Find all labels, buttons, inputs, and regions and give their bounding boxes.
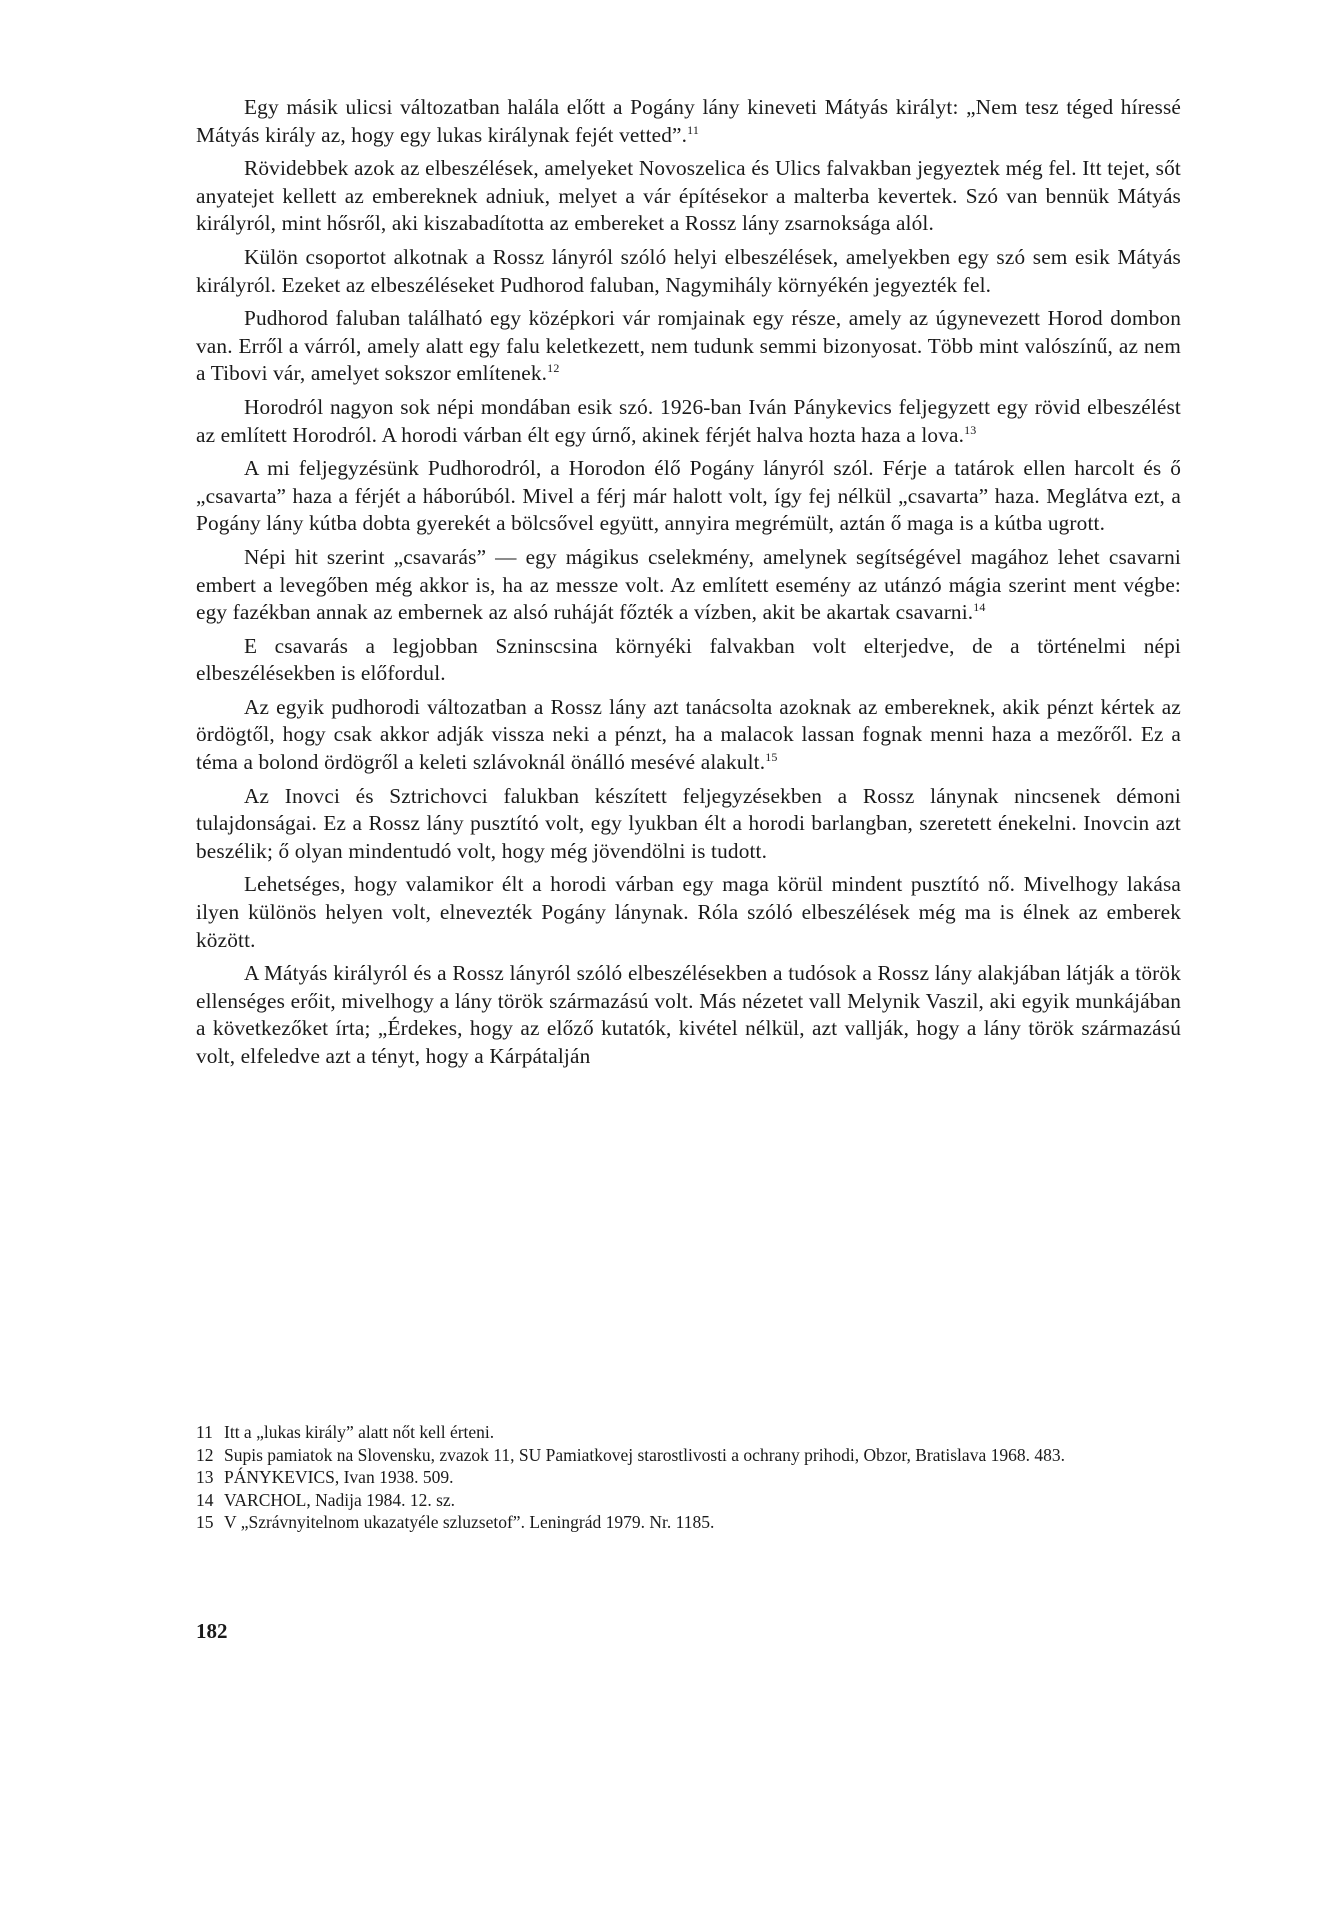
paragraph-text: Rövidebbek azok az elbeszélések, amelyeket Novoszelica és Ulics falvakban jegyeztek még fel. Itt tejet, sőt anyatejet kellett az embereknek adniuk, melyet a vár építésekor a malterba kevertek. Szó van bennük Mátyás királyról, mint hősről, aki kiszabadította az embereket a Rossz lány zsarnoksága alól. [196, 156, 1181, 236]
footnote-number: 12 [196, 1444, 214, 1465]
paragraph [196, 783, 1181, 866]
footnotes [196, 1421, 1181, 1534]
footnote [196, 1444, 1181, 1467]
footnote-number: 15 [196, 1512, 214, 1533]
paragraph-text: E csavarás a legjobban Szninscsina környéki falvakban volt elterjedve, de a történelmi népi elbeszélésekben is előfordul. [196, 633, 1181, 686]
footnote-text: V „Szrávnyitelnom ukazatyéle szluzsetof”. Leningrád 1979. Nr. 1185. [224, 1512, 715, 1533]
footnote [196, 1489, 1181, 1512]
footnote [196, 1421, 1181, 1444]
paragraph [196, 305, 1181, 388]
footnote-number: 14 [196, 1489, 214, 1510]
body-text [196, 94, 1181, 1077]
footnote-reference[interactable]: 11 [687, 122, 699, 137]
footnote-reference[interactable]: 15 [765, 749, 778, 764]
paragraph-text: Népi hit szerint „csavarás” — egy mágikus cselekmény, amelynek segítségével magához lehet csavarni embert a levegőben még akkor is, ha az messze volt. Az említett esemény az utánzó mágia szerint ment végbe: egy fazékban annak az embernek az alsó ruháját főzték a vízben, akit be akartak csavarni. [196, 544, 1181, 625]
paragraph [196, 694, 1181, 777]
paragraph-text: Az Inovci és Sztrichovci falukban készített feljegyzésekben a Rossz lánynak nincsenek démoni tulajdonságai. Ez a Rossz lány pusztító volt, egy lyukban élt a horodi barlangban, szeretett énekelni. Inovcin azt beszélik; ő olyan mindentudó volt, hogy még jövendölni is tudott. [196, 783, 1181, 863]
paragraph-text: Külön csoportot alkotnak a Rossz lányról szóló helyi elbeszélések, amelyekben egy szó sem esik Mátyás királyról. Ezeket az elbeszéléseket Pudhorod faluban, Nagymihály környékén jegyezték fel. [196, 244, 1181, 297]
paragraph-text: Lehetséges, hogy valamikor élt a horodi várban egy maga körül mindent pusztító nő. Mivelhogy lakása ilyen különös helyen volt, elnevezték Pogány lánynak. Róla szóló elbeszélések még ma is élnek az emberek között. [196, 872, 1181, 952]
paragraph [196, 633, 1181, 688]
footnote-reference[interactable]: 12 [547, 361, 560, 376]
paragraph [196, 455, 1181, 538]
footnote-reference[interactable]: 13 [964, 422, 977, 437]
footnote-text: Itt a „lukas király” alatt nőt kell érteni. [224, 1422, 495, 1442]
footnote-text: Supis pamiatok na Slovensku, zvazok 11, SU Pamiatkovej starostlivosti a ochrany prihodi, Obzor, Bratislava 1968. 483. [224, 1444, 1065, 1465]
paragraph [196, 871, 1181, 954]
paragraph-text: Az egyik pudhorodi változatban a Rossz lány azt tanácsolta azoknak az embereknek, akik pénzt kértek az ördögtől, hogy csak akkor adják vissza neki a pénzt, ha a malacok lassan fognak menni haza a mezőről. Ez a téma a bolond ördögről a keleti szlávoknál önálló mesévé alakult. [196, 694, 1181, 775]
footnote-text: VARCHOL, Nadija 1984. 12. sz. [224, 1489, 456, 1510]
paragraph [196, 544, 1181, 627]
paragraph [196, 94, 1181, 149]
footnote-number: 13 [196, 1467, 214, 1488]
footnote [196, 1466, 1181, 1489]
paragraph-text: Pudhorod faluban található egy középkori vár romjainak egy része, amely az úgynevezett Horod dombon van. Erről a várról, amely alatt egy falu keletkezett, nem tudunk semmi bizonyosat. Több mint valószínű, az nem a Tibovi vár, amelyet sokszor említenek. [196, 306, 1181, 386]
footnote-number: 11 [196, 1422, 213, 1442]
footnote-text: PÁNYKEVICS, Ivan 1938. 509. [224, 1467, 454, 1488]
paragraph [196, 155, 1181, 238]
paragraph [196, 244, 1181, 299]
page-number: 182 [196, 1619, 228, 1643]
paragraph [196, 960, 1181, 1070]
footnote [196, 1511, 1181, 1534]
paragraph-text: A mi feljegyzésünk Pudhorodról, a Horodon élő Pogány lányról szól. Férje a tatárok ellen harcolt és ő „csavarta” haza a férjét a háborúból. Mivel a férj már halott volt, így fej nélkül „csavarta” haza. Meglátva ezt, a Pogány lány kútba dobta gyerekét a bölcsővel együtt, annyira megrémült, aztán ő maga is a kútba ugrott. [196, 456, 1181, 536]
paragraph-text: A Mátyás királyról és a Rossz lányról szóló elbeszélésekben a tudósok a Rossz lány alakjában látják a török ellenséges erőit, mivelhogy a lány török származású volt. Más nézetet vall Melynik Vaszil, aki egyik munkájában a következőket írta; „Érdekes, hogy az előző kutatók, kivétel nélkül, azt vallják, hogy a lány török származású volt, elfeledve azt a tényt, hogy a Kárpátalján [196, 961, 1181, 1068]
paragraph-text: Egy másik ulicsi változatban halála előtt a Pogány lány kineveti Mátyás királyt: „Nem tesz téged híressé Mátyás király az, hogy egy lukas királynak fejét vetted”. [196, 95, 1181, 147]
paragraph-text: Horodról nagyon sok népi mondában esik szó. 1926-ban Iván Pánykevics feljegyzett egy rövid elbeszélést az említett Horodról. A horodi várban élt egy úrnő, akinek férjét halva hozta haza a lova. [196, 394, 1181, 447]
footnote-reference[interactable]: 14 [973, 600, 986, 614]
paragraph [196, 394, 1181, 449]
